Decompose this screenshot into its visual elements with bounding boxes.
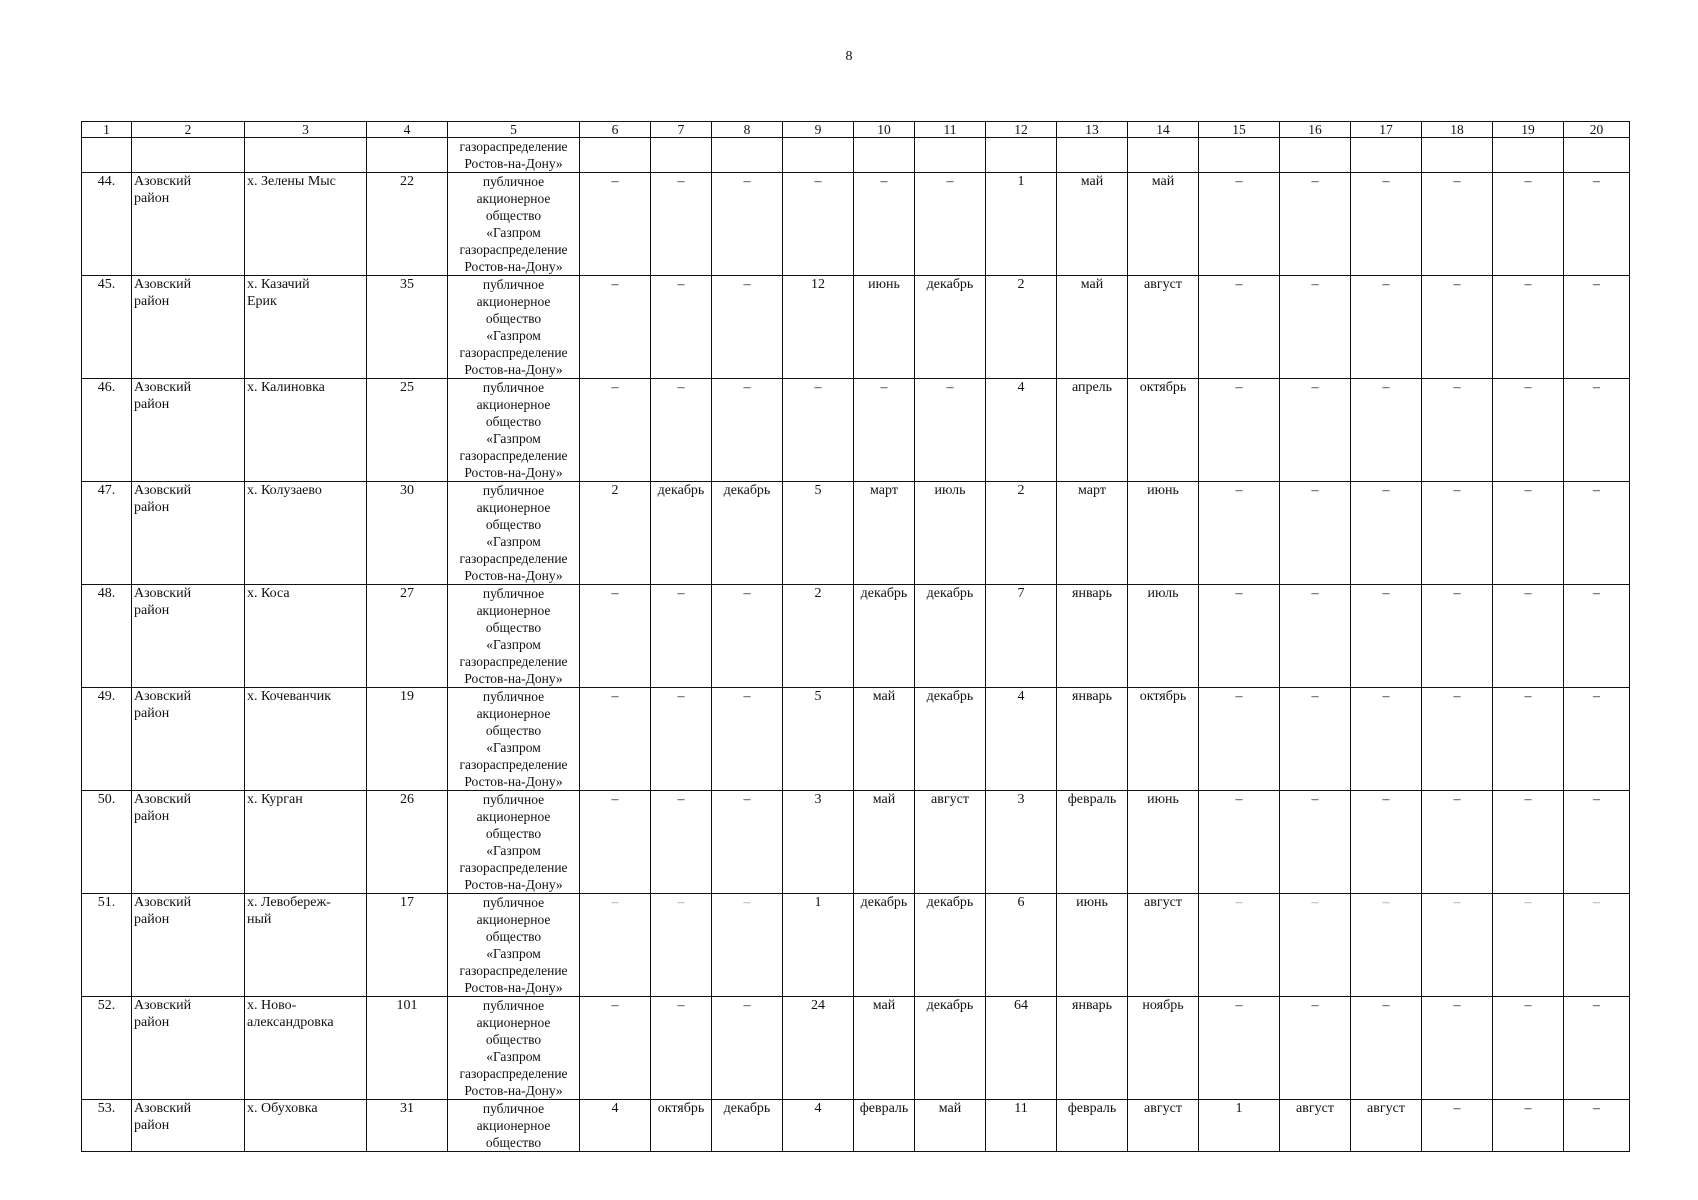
cell-col-14: октябрь: [1128, 379, 1199, 482]
cell-col-4: 31: [367, 1100, 448, 1152]
cell-col-19: –: [1493, 482, 1564, 585]
cell-col-20: –: [1564, 791, 1630, 894]
cell-col-2: Азовский район: [132, 791, 245, 894]
cell-col-4: 17: [367, 894, 448, 997]
cell-col-17: –: [1351, 688, 1422, 791]
cell-col-6: –: [580, 585, 651, 688]
cell-col-7: –: [651, 791, 712, 894]
cell-col-1: [82, 138, 132, 173]
cell-col-7: декабрь: [651, 482, 712, 585]
cell-col-11: декабрь: [915, 276, 986, 379]
cell-col-13: апрель: [1057, 379, 1128, 482]
cell-col-5: публичное акционерное общество «Газпром газораспределение Ростов-на-Дону»: [448, 688, 580, 791]
cell-col-7: –: [651, 894, 712, 997]
cell-col-4: 35: [367, 276, 448, 379]
cell-col-15: –: [1199, 894, 1280, 997]
cell-col-16: –: [1280, 997, 1351, 1100]
cell-col-18: –: [1422, 688, 1493, 791]
cell-col-10: декабрь: [854, 585, 915, 688]
cell-col-3: х. Зелены Мыс: [245, 173, 367, 276]
cell-col-5: публичное акционерное общество «Газпром газораспределение Ростов-на-Дону»: [448, 997, 580, 1100]
cell-col-17: –: [1351, 585, 1422, 688]
cell-col-15: –: [1199, 585, 1280, 688]
cell-col-13: [1057, 138, 1128, 173]
cell-col-18: –: [1422, 1100, 1493, 1152]
table-row-continued: [82, 138, 1630, 173]
cell-col-2: Азовский район: [132, 379, 245, 482]
cell-col-9: 3: [783, 791, 854, 894]
cell-col-18: –: [1422, 894, 1493, 997]
cell-col-6: –: [580, 894, 651, 997]
cell-col-10: март: [854, 482, 915, 585]
cell-col-16: –: [1280, 585, 1351, 688]
cell-col-6: –: [580, 688, 651, 791]
cell-col-7: октябрь: [651, 1100, 712, 1152]
cell-col-6: –: [580, 379, 651, 482]
cell-col-19: [1493, 138, 1564, 173]
cell-col-12: 4: [986, 379, 1057, 482]
cell-col-11: декабрь: [915, 997, 986, 1100]
column-header-2: 2: [132, 122, 245, 138]
column-header-9: 9: [783, 122, 854, 138]
column-header-19: 19: [1493, 122, 1564, 138]
cell-col-9: 24: [783, 997, 854, 1100]
cell-col-13: январь: [1057, 585, 1128, 688]
cell-col-17: [1351, 138, 1422, 173]
cell-col-8: –: [712, 997, 783, 1100]
cell-col-13: январь: [1057, 997, 1128, 1100]
cell-col-14: август: [1128, 894, 1199, 997]
cell-col-1: 53.: [82, 1100, 132, 1152]
cell-col-2: Азовский район: [132, 997, 245, 1100]
cell-col-1: 48.: [82, 585, 132, 688]
cell-col-16: –: [1280, 276, 1351, 379]
column-header-13: 13: [1057, 122, 1128, 138]
cell-col-12: 1: [986, 173, 1057, 276]
cell-col-18: –: [1422, 791, 1493, 894]
cell-col-5: публичное акционерное общество «Газпром газораспределение Ростов-на-Дону»: [448, 894, 580, 997]
cell-col-16: –: [1280, 688, 1351, 791]
cell-col-1: 52.: [82, 997, 132, 1100]
cell-col-6: –: [580, 997, 651, 1100]
cell-col-20: [1564, 138, 1630, 173]
cell-col-10: –: [854, 173, 915, 276]
table-row: [82, 997, 1630, 1100]
cell-col-9: 12: [783, 276, 854, 379]
cell-col-12: 7: [986, 585, 1057, 688]
cell-col-2: Азовский район: [132, 482, 245, 585]
cell-col-17: –: [1351, 482, 1422, 585]
cell-col-15: [1199, 138, 1280, 173]
cell-col-20: –: [1564, 585, 1630, 688]
cell-col-1: 47.: [82, 482, 132, 585]
cell-col-7: –: [651, 379, 712, 482]
cell-col-18: [1422, 138, 1493, 173]
column-header-20: 20: [1564, 122, 1630, 138]
table-row: [82, 1100, 1630, 1152]
cell-col-10: май: [854, 791, 915, 894]
page-number: 8: [845, 49, 853, 64]
cell-col-19: –: [1493, 688, 1564, 791]
cell-col-12: 11: [986, 1100, 1057, 1152]
cell-col-17: –: [1351, 894, 1422, 997]
cell-col-15: –: [1199, 379, 1280, 482]
cell-col-8: –: [712, 173, 783, 276]
cell-col-18: –: [1422, 482, 1493, 585]
cell-col-3: [245, 138, 367, 173]
cell-col-3: х. Кочеванчик: [245, 688, 367, 791]
cell-col-12: 2: [986, 482, 1057, 585]
cell-col-18: –: [1422, 379, 1493, 482]
cell-col-12: 64: [986, 997, 1057, 1100]
cell-col-12: 6: [986, 894, 1057, 997]
cell-col-7: –: [651, 585, 712, 688]
cell-col-16: –: [1280, 482, 1351, 585]
table-row: [82, 276, 1630, 379]
cell-col-1: 51.: [82, 894, 132, 997]
cell-col-16: –: [1280, 894, 1351, 997]
cell-col-4: 25: [367, 379, 448, 482]
cell-col-19: –: [1493, 379, 1564, 482]
cell-col-17: –: [1351, 379, 1422, 482]
cell-col-11: декабрь: [915, 688, 986, 791]
cell-col-17: –: [1351, 173, 1422, 276]
table-row: [82, 173, 1630, 276]
cell-col-11: декабрь: [915, 585, 986, 688]
cell-col-2: Азовский район: [132, 688, 245, 791]
cell-col-17: –: [1351, 276, 1422, 379]
cell-col-15: –: [1199, 997, 1280, 1100]
cell-col-14: [1128, 138, 1199, 173]
column-header-4: 4: [367, 122, 448, 138]
cell-col-20: –: [1564, 688, 1630, 791]
table-row: [82, 379, 1630, 482]
cell-col-20: –: [1564, 379, 1630, 482]
cell-col-3: х. Ново- александровка: [245, 997, 367, 1100]
cell-col-2: Азовский район: [132, 276, 245, 379]
cell-col-15: –: [1199, 482, 1280, 585]
cell-col-2: Азовский район: [132, 894, 245, 997]
cell-col-18: –: [1422, 585, 1493, 688]
cell-col-2: [132, 138, 245, 173]
cell-col-2: Азовский район: [132, 173, 245, 276]
cell-col-19: –: [1493, 997, 1564, 1100]
cell-col-5: публичное акционерное общество «Газпром газораспределение Ростов-на-Дону»: [448, 585, 580, 688]
cell-col-6: 2: [580, 482, 651, 585]
cell-col-13: март: [1057, 482, 1128, 585]
cell-col-6: –: [580, 173, 651, 276]
cell-col-19: –: [1493, 894, 1564, 997]
cell-col-14: ноябрь: [1128, 997, 1199, 1100]
cell-col-11: август: [915, 791, 986, 894]
cell-col-19: –: [1493, 1100, 1564, 1152]
cell-col-3: х. Калиновка: [245, 379, 367, 482]
table-body: [82, 138, 1630, 1152]
cell-col-12: 3: [986, 791, 1057, 894]
column-header-3: 3: [245, 122, 367, 138]
cell-col-8: –: [712, 276, 783, 379]
cell-col-6: –: [580, 276, 651, 379]
cell-col-11: май: [915, 1100, 986, 1152]
cell-col-20: –: [1564, 894, 1630, 997]
cell-col-9: –: [783, 173, 854, 276]
cell-col-12: [986, 138, 1057, 173]
cell-col-19: –: [1493, 585, 1564, 688]
cell-col-13: май: [1057, 276, 1128, 379]
cell-col-6: [580, 138, 651, 173]
cell-col-6: –: [580, 791, 651, 894]
cell-col-18: –: [1422, 997, 1493, 1100]
cell-col-18: –: [1422, 173, 1493, 276]
cell-col-19: –: [1493, 791, 1564, 894]
cell-col-7: –: [651, 276, 712, 379]
cell-col-13: январь: [1057, 688, 1128, 791]
cell-col-10: декабрь: [854, 894, 915, 997]
column-header-15: 15: [1199, 122, 1280, 138]
cell-col-9: –: [783, 379, 854, 482]
cell-col-5: публичное акционерное общество «Газпром газораспределение Ростов-на-Дону»: [448, 379, 580, 482]
cell-col-5: публичное акционерное общество «Газпром газораспределение Ростов-на-Дону»: [448, 791, 580, 894]
cell-col-3: х. Левобереж- ный: [245, 894, 367, 997]
cell-col-10: [854, 138, 915, 173]
cell-col-20: –: [1564, 1100, 1630, 1152]
cell-col-4: [367, 138, 448, 173]
cell-col-20: –: [1564, 997, 1630, 1100]
cell-col-4: 22: [367, 173, 448, 276]
cell-col-5: публичное акционерное общество «Газпром газораспределение Ростов-на-Дону»: [448, 482, 580, 585]
cell-col-4: 30: [367, 482, 448, 585]
cell-col-14: июнь: [1128, 791, 1199, 894]
cell-col-1: 46.: [82, 379, 132, 482]
cell-col-15: –: [1199, 276, 1280, 379]
table-row: [82, 585, 1630, 688]
column-header-12: 12: [986, 122, 1057, 138]
cell-col-15: 1: [1199, 1100, 1280, 1152]
cell-col-7: [651, 138, 712, 173]
cell-col-9: 5: [783, 688, 854, 791]
cell-col-1: 49.: [82, 688, 132, 791]
cell-col-20: –: [1564, 482, 1630, 585]
cell-col-13: июнь: [1057, 894, 1128, 997]
cell-col-7: –: [651, 173, 712, 276]
cell-col-8: [712, 138, 783, 173]
column-header-17: 17: [1351, 122, 1422, 138]
cell-col-13: февраль: [1057, 1100, 1128, 1152]
cell-col-11: –: [915, 379, 986, 482]
cell-col-16: [1280, 138, 1351, 173]
column-header-14: 14: [1128, 122, 1199, 138]
cell-col-1: 50.: [82, 791, 132, 894]
table-row: [82, 688, 1630, 791]
cell-col-9: 5: [783, 482, 854, 585]
cell-col-2: Азовский район: [132, 1100, 245, 1152]
cell-col-12: 2: [986, 276, 1057, 379]
cell-col-11: декабрь: [915, 894, 986, 997]
cell-col-3: х. Курган: [245, 791, 367, 894]
cell-col-10: май: [854, 688, 915, 791]
table-row: [82, 894, 1630, 997]
cell-col-4: 101: [367, 997, 448, 1100]
cell-col-13: май: [1057, 173, 1128, 276]
cell-col-5: публичное акционерное общество: [448, 1100, 580, 1152]
cell-col-14: июль: [1128, 585, 1199, 688]
cell-col-8: –: [712, 379, 783, 482]
cell-col-8: –: [712, 791, 783, 894]
cell-col-7: –: [651, 997, 712, 1100]
cell-col-3: х. Колузаево: [245, 482, 367, 585]
column-header-16: 16: [1280, 122, 1351, 138]
cell-col-7: –: [651, 688, 712, 791]
cell-col-2: Азовский район: [132, 585, 245, 688]
cell-col-16: –: [1280, 379, 1351, 482]
cell-col-16: август: [1280, 1100, 1351, 1152]
cell-col-5: публичное акционерное общество «Газпром газораспределение Ростов-на-Дону»: [448, 173, 580, 276]
cell-col-3: х. Казачий Ерик: [245, 276, 367, 379]
column-header-10: 10: [854, 122, 915, 138]
gasification-schedule-table: [81, 121, 1630, 1152]
cell-col-16: –: [1280, 173, 1351, 276]
table-header: [82, 122, 1630, 138]
cell-col-8: –: [712, 585, 783, 688]
cell-col-14: август: [1128, 276, 1199, 379]
cell-col-15: –: [1199, 791, 1280, 894]
cell-col-5: публичное акционерное общество «Газпром газораспределение Ростов-на-Дону»: [448, 276, 580, 379]
cell-col-14: июнь: [1128, 482, 1199, 585]
cell-col-3: х. Обуховка: [245, 1100, 367, 1152]
cell-col-17: –: [1351, 791, 1422, 894]
column-header-5: 5: [448, 122, 580, 138]
cell-col-4: 27: [367, 585, 448, 688]
cell-col-19: –: [1493, 173, 1564, 276]
table-row: [82, 791, 1630, 894]
cell-col-14: август: [1128, 1100, 1199, 1152]
cell-col-20: –: [1564, 173, 1630, 276]
cell-col-8: декабрь: [712, 482, 783, 585]
cell-col-1: 44.: [82, 173, 132, 276]
cell-col-10: –: [854, 379, 915, 482]
cell-col-5: газораспределение Ростов-на-Дону»: [448, 138, 580, 173]
cell-col-4: 19: [367, 688, 448, 791]
cell-col-11: июль: [915, 482, 986, 585]
column-header-8: 8: [712, 122, 783, 138]
column-header-7: 7: [651, 122, 712, 138]
cell-col-19: –: [1493, 276, 1564, 379]
cell-col-12: 4: [986, 688, 1057, 791]
cell-col-11: [915, 138, 986, 173]
table-row: [82, 482, 1630, 585]
cell-col-13: февраль: [1057, 791, 1128, 894]
cell-col-14: май: [1128, 173, 1199, 276]
cell-col-10: февраль: [854, 1100, 915, 1152]
cell-col-11: –: [915, 173, 986, 276]
cell-col-8: декабрь: [712, 1100, 783, 1152]
cell-col-10: июнь: [854, 276, 915, 379]
cell-col-9: 1: [783, 894, 854, 997]
cell-col-20: –: [1564, 276, 1630, 379]
cell-col-6: 4: [580, 1100, 651, 1152]
column-header-1: 1: [82, 122, 132, 138]
cell-col-9: 2: [783, 585, 854, 688]
cell-col-8: –: [712, 688, 783, 791]
column-header-18: 18: [1422, 122, 1493, 138]
cell-col-9: [783, 138, 854, 173]
cell-col-3: х. Коса: [245, 585, 367, 688]
column-header-11: 11: [915, 122, 986, 138]
cell-col-8: –: [712, 894, 783, 997]
cell-col-16: –: [1280, 791, 1351, 894]
cell-col-18: –: [1422, 276, 1493, 379]
cell-col-9: 4: [783, 1100, 854, 1152]
cell-col-15: –: [1199, 688, 1280, 791]
cell-col-4: 26: [367, 791, 448, 894]
cell-col-17: –: [1351, 997, 1422, 1100]
cell-col-1: 45.: [82, 276, 132, 379]
cell-col-10: май: [854, 997, 915, 1100]
cell-col-17: август: [1351, 1100, 1422, 1152]
column-header-6: 6: [580, 122, 651, 138]
cell-col-14: октябрь: [1128, 688, 1199, 791]
cell-col-15: –: [1199, 173, 1280, 276]
